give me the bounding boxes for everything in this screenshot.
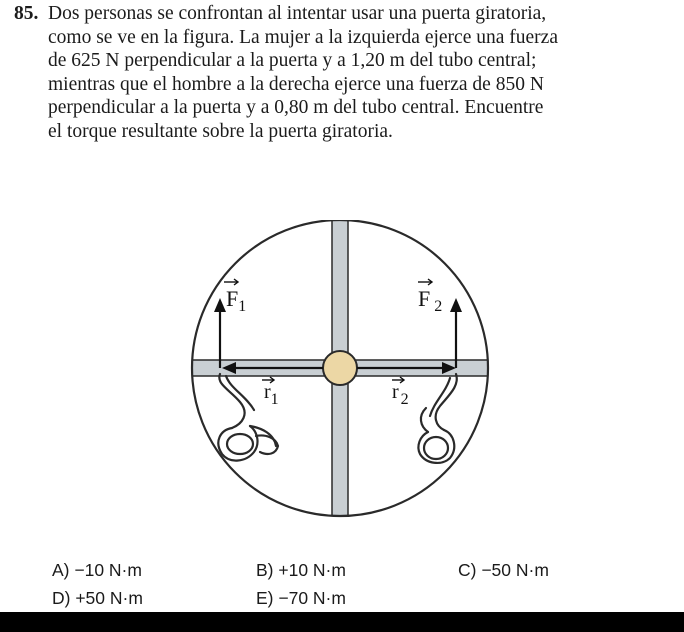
- F1-arrowhead: [214, 298, 226, 312]
- F2-arrowhead: [450, 298, 462, 312]
- revolving-door-figure: [180, 220, 510, 550]
- option-c[interactable]: C) −50 N·m: [458, 560, 549, 580]
- problem-number: 85.: [14, 3, 39, 24]
- bottom-black-bar: [0, 612, 684, 632]
- problem-line: de 625 N perpendicular a la puerta y a 1,20 m del tubo central;: [48, 50, 537, 72]
- problem-line: perpendicular a la puerta y a 0,80 m del tubo central. Encuentre: [48, 97, 544, 119]
- label-F2: F $_2$: [418, 286, 443, 315]
- problem-line: Dos personas se confrontan al intentar usar una puerta giratoria,: [48, 3, 547, 24]
- problem-line: como se ve en la figura. La mujer a la izquierda ejerce una fuerza: [48, 26, 558, 48]
- problem-line: el torque resultante sobre la puerta giratoria.: [48, 120, 393, 142]
- problem-line: mientras que el hombre a la derecha ejerce una fuerza de 850 N: [48, 73, 544, 95]
- man-figure: [418, 374, 456, 463]
- option-b[interactable]: B) +10 N·m: [256, 560, 346, 580]
- option-a[interactable]: A) −10 N·m: [52, 560, 142, 580]
- problem-statement: [14, 2, 676, 144]
- label-r1: $r_1$: [264, 381, 279, 408]
- option-d[interactable]: D) +50 N·m: [52, 588, 143, 608]
- label-r2: r $_2$: [392, 381, 409, 408]
- label-F1: $F_1$: [226, 286, 247, 315]
- option-e[interactable]: E) −70 N·m: [256, 588, 346, 608]
- central-tube: [323, 351, 357, 385]
